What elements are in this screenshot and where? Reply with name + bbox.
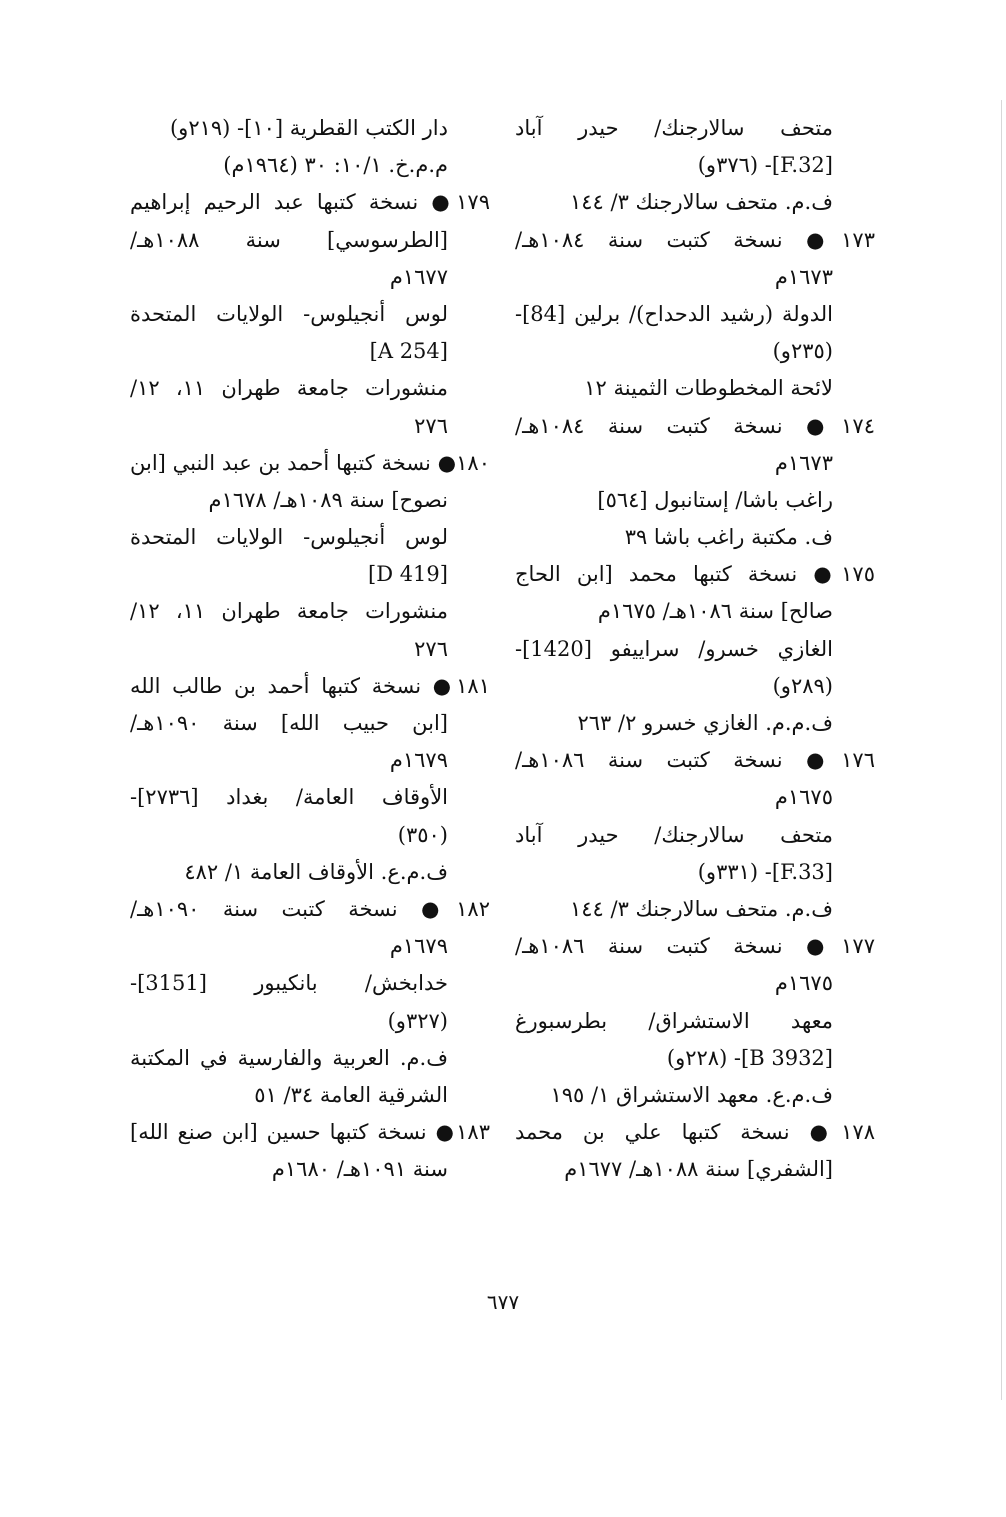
entry-line: راغب باشا/ إستانبول [٥٦٤] (597, 487, 833, 512)
entry-line: لوس أنجيلوس- الولايات المتحدة (130, 525, 448, 550)
left-column (130, 110, 490, 1188)
entry-line: ف.م.ع. الأوقاف العامة ١/ ٤٨٢ (184, 859, 448, 884)
entry-heading-line: ١٧٧● نسخة كتبت سنة ١٠٨٦هـ/ (515, 934, 875, 959)
entry-line: ف.م. متحف سالارجنك ٣/ ١٤٤ (569, 896, 833, 921)
entry-line: م.م.خ. ١٠/١: ٣٠ (١٩٦٤م) (223, 153, 448, 178)
entry-line: سنة ١٠٩١هـ/ ١٦٨٠م (271, 1157, 448, 1182)
entry-line: (٢٣٥و) (772, 339, 833, 364)
entry-line: خدابخش/ بانكيبور [3151]- (130, 971, 448, 996)
entry-line: دار الكتب القطرية [١٠]- (٢١٩و) (169, 116, 448, 140)
entry-line: ١٦٧٣م (774, 264, 833, 289)
entry-line: متحف سالارجنك/ حيدر آباد (515, 822, 833, 847)
entry-heading-line: ١٨٢● نسخة كتبت سنة ١٠٩٠هـ/ (130, 896, 490, 921)
entry-line: ١٦٧٩م (389, 748, 448, 773)
entry-heading-line: ١٧٦● نسخة كتبت سنة ١٠٨٦هـ/ (515, 748, 875, 773)
entry-line: ١٦٧٧م (389, 264, 448, 289)
entry-line: ٢٧٦ (414, 636, 448, 661)
entry-line: ف.م. العربية والفارسية في المكتبة (130, 1045, 448, 1070)
entry-line: [الطرسوسي] سنة ١٠٨٨هـ/ (130, 227, 448, 252)
entry-heading-line: ١٧٨● نسخة كتبها علي بن محمد (515, 1120, 875, 1145)
entry-line: ف.م. متحف سالارجنك ٣/ ١٤٤ (569, 190, 833, 215)
entry-line: (٣٥٠) (397, 822, 448, 847)
entry-line: [F.32]- (٣٧٦و) (697, 153, 833, 178)
entry-line: صالح] سنة ١٠٨٦هـ/ ١٦٧٥م (597, 599, 833, 624)
entry-heading-line: ١٧٣● نسخة كتبت سنة ١٠٨٤هـ/ (515, 227, 875, 252)
entry-line: ٢٧٦ (414, 413, 448, 438)
entry-heading-line: ١٨٣● نسخة كتبها حسين [ابن صنع الله] (130, 1120, 490, 1145)
entry-line: [الشفري] سنة ١٠٨٨هـ/ ١٦٧٧م (564, 1157, 833, 1182)
entry-heading-line: ١٧٤● نسخة كتبت سنة ١٠٨٤هـ/ (515, 413, 875, 438)
entry-line: ١٦٧٩م (389, 934, 448, 959)
entry-line: منشورات جامعة طهران ١١، ١٢/ (130, 376, 449, 401)
entry-heading-line: ١٨١● نسخة كتبها أحمد بن طالب الله (130, 673, 490, 698)
entry-heading-line: ١٧٥● نسخة كتبها محمد [ابن الحاج (515, 562, 875, 587)
scan-edge-line (1001, 100, 1002, 1400)
entry-line: [D 419] (367, 562, 448, 587)
entry-line: ١٦٧٣م (774, 450, 833, 475)
entry-line: [B 3932]- (٢٢٨و) (666, 1045, 833, 1070)
entry-line: معهد الاستشراق/ بطرسبورغ (515, 1008, 833, 1033)
entry-line: [A 254] (369, 339, 448, 364)
entry-line: لائحة المخطوطات الثمينة ١٢ (584, 376, 833, 401)
entry-line: (٢٨٩و) (772, 673, 833, 698)
page-number: ٦٧٧ (486, 1290, 520, 1314)
entry-line: الدولة (رشيد الدحداح)/ برلين [84]- (515, 301, 833, 326)
entry-line: الغازي خسرو/ سراييفو [1420]- (515, 636, 833, 661)
entry-line: [F.33]- (٣٣١و) (697, 859, 833, 884)
entry-line: ف. مكتبة راغب باشا ٣٩ (624, 525, 833, 550)
entry-line: متحف سالارجنك/ حيدر آباد (515, 116, 833, 140)
entry-line: نصوح] سنة ١٠٨٩هـ/ ١٦٧٨م (208, 487, 448, 512)
entry-line: منشورات جامعة طهران ١١، ١٢/ (130, 599, 449, 624)
entry-line: ١٦٧٥م (774, 971, 833, 996)
entry-line: (٣٢٧و) (387, 1008, 448, 1033)
entry-heading-line: ١٧٩● نسخة كتبها عبد الرحيم إبراهيم (130, 190, 490, 215)
entry-heading-line: ١٨٠● نسخة كتبها أحمد بن عبد النبي [ابن (130, 450, 490, 475)
entry-line: ١٦٧٥م (774, 785, 833, 810)
entry-line: [ابن حبيب الله] سنة ١٠٩٠هـ/ (130, 711, 448, 735)
entry-line: لوس أنجيلوس- الولايات المتحدة (130, 301, 448, 326)
entry-line: ف.م.م. الغازي خسرو ٢/ ٢٦٣ (577, 711, 833, 735)
entry-line: الأوقاف العامة/ بغداد [٢٧٣٦]- (130, 785, 448, 810)
entry-line: الشرقية العامة ٣٤/ ٥١ (254, 1082, 448, 1107)
right-column (515, 110, 875, 1188)
entry-line: ف.م.ع. معهد الاستشراق ١/ ١٩٥ (550, 1082, 833, 1107)
